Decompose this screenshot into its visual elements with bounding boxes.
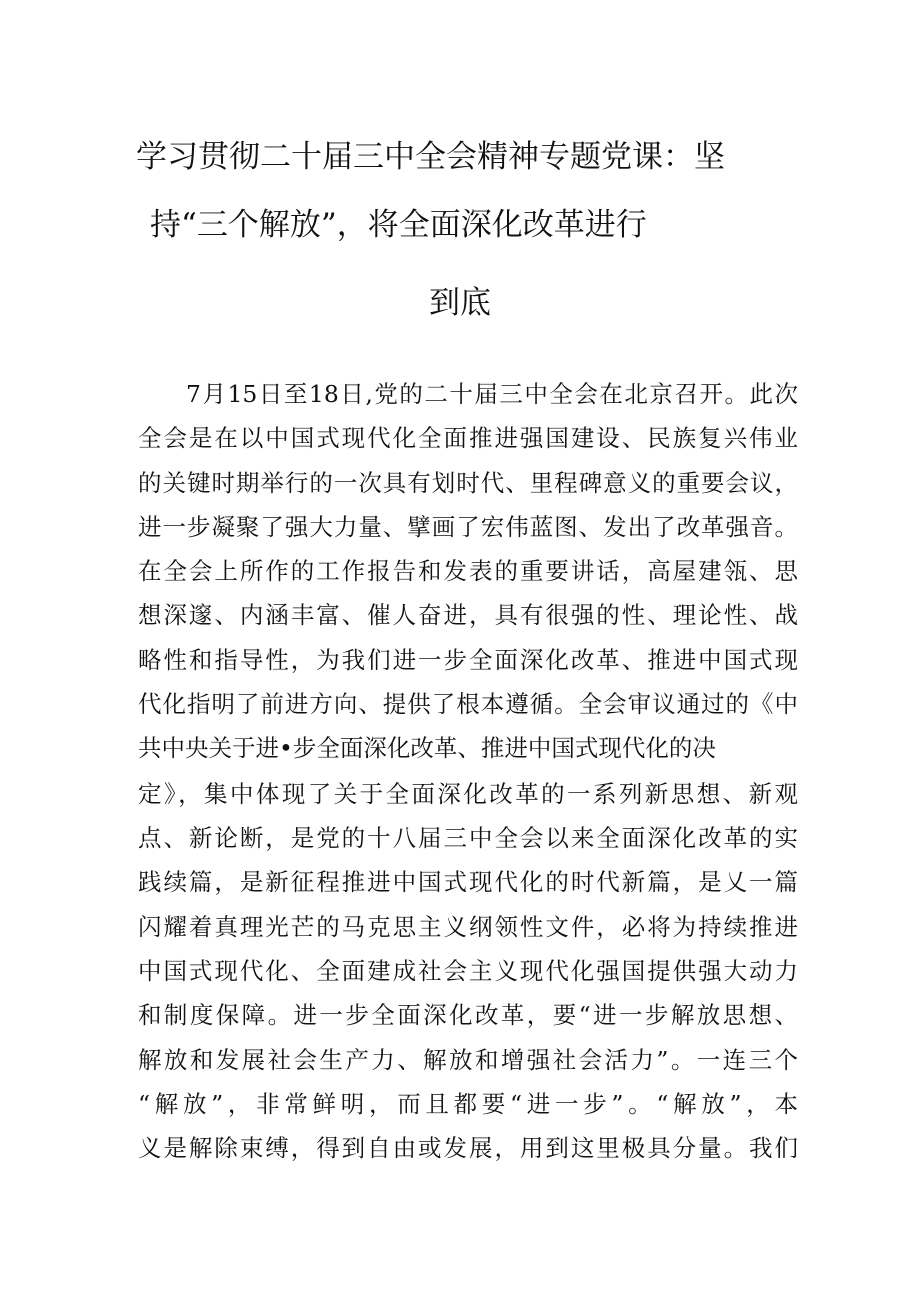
body-line: 代化指明了前进方向、提供了根本遵循。全会审议通过的《中 — [138, 690, 798, 718]
title-line-2: 持“三个解放”，将全面深化改革进行 — [150, 207, 647, 243]
body-line: 中国式现代化、全面建成社会主义现代化强国提供强大动力 — [138, 957, 798, 985]
title-line-3: 到底 — [429, 285, 491, 321]
body-line: 7月15日至18日,党的二十届三中全会在北京召开。此次 — [186, 380, 798, 408]
body-line: 和制度保障。进一步全面深化改革，要“进一步解放思想、 — [138, 1001, 798, 1029]
body-line: 义是解除束缚，得到自由或发展，用到这里极具分量。我们 — [138, 1134, 798, 1162]
body-line: 点、新论断，是党的十八届三中全会以来全面深化改革的实 — [138, 824, 798, 852]
body-line: 全会是在以中国式现代化全面推进强国建设、民族复兴伟业 — [138, 424, 798, 452]
title-line-1: 学习贯彻二十届三中全会精神专题党课：坚 — [136, 139, 725, 175]
body-line: 略性和指导性，为我们进一步全面深化改革、推进中国式现 — [138, 646, 798, 674]
body-line: 解放和发展社会生产力、解放和增强社会活力”。一连三个 — [138, 1046, 798, 1074]
body-line: 共中央关于进•步全面深化改革、推进中国式现代化的决 — [138, 734, 716, 762]
body-line: 进一步凝聚了强大力量、擘画了宏伟蓝图、发出了改革强音。 — [138, 513, 798, 541]
body-line: 闪耀着真理光芒的马克思主义纲领性文件，必将为持续推进 — [138, 913, 798, 941]
body-line: “解放”，非常鲜明，而且都要“进一步”。“解放”，本 — [138, 1090, 798, 1118]
body-line: 在全会上所作的工作报告和发表的重要讲话，高屋建瓴、思 — [138, 557, 798, 585]
body-line: 定》，集中体现了关于全面深化改革的一系列新思想、新观 — [138, 780, 798, 808]
body-line: 践续篇，是新征程推进中国式现代化的时代新篇，是乂一篇 — [138, 868, 798, 896]
body-line: 想深邃、内涵丰富、催人奋进，具有很强的性、理论性、战 — [138, 601, 798, 629]
body-line: 的关键时期举行的一次具有划时代、里程碑意义的重要会议， — [138, 469, 798, 497]
